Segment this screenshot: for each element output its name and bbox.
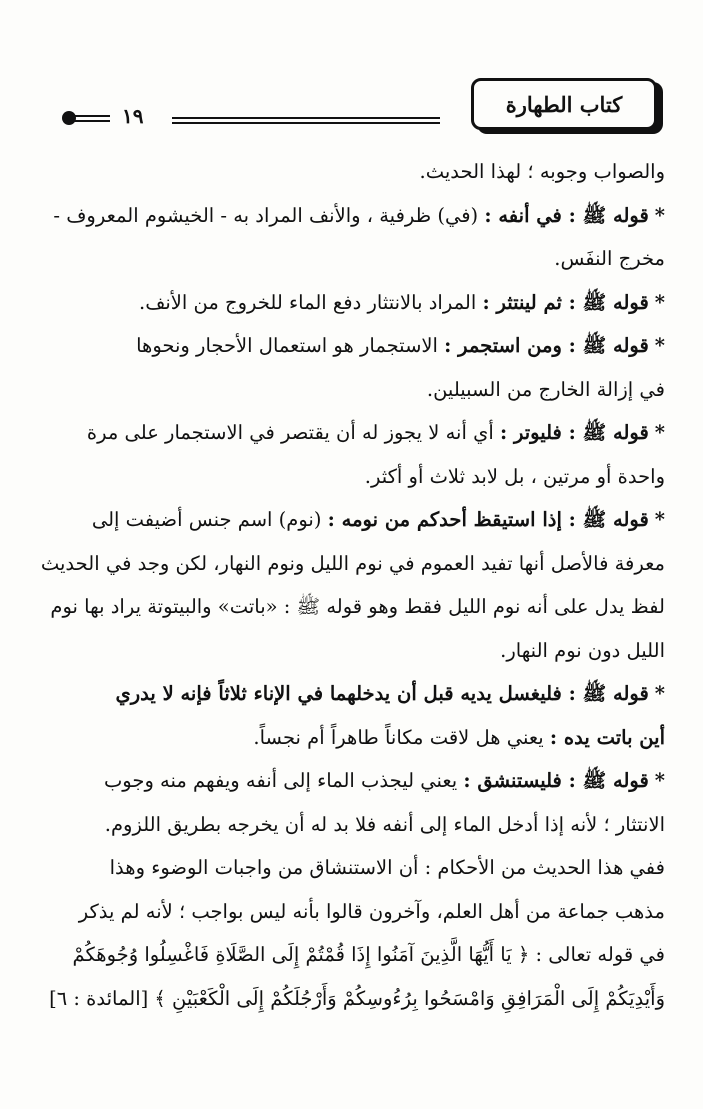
page-number: ١٩ — [122, 104, 144, 128]
text-line: *قوله ﷺ : فليغسل يديه قبل أن يدخلهما في الإناء ثلاثاً فإنه لا يدري — [115, 682, 665, 705]
text-line: *قوله ﷺ : إذا استيقظ أحدكم من نومه : (نوم) اسم جنس أضيفت إلى — [91, 508, 665, 531]
text-line: والصواب وجوبه ؛ لهذا الحديث. — [419, 160, 665, 183]
text-line: *قوله ﷺ : ومن استجمر : الاستجمار هو استعمال الأحجار ونحوها — [136, 334, 665, 357]
body-text — [40, 150, 665, 1020]
chapter-title-box — [471, 78, 657, 130]
chapter-title: كتاب الطهارة — [505, 91, 623, 117]
quran-verse-line: في قوله تعالى : ﴿ يَا أَيُّهَا الَّذِينَ آمَنُوا إِذَا قُمْتُمْ إِلَى الصَّلَاةِ فَاغْسِلُوا وُجُوهَكُمْ — [72, 943, 665, 966]
header-rule-short-secondary — [74, 120, 110, 122]
header-rule — [172, 117, 440, 119]
text-line: مذهب جماعة من أهل العلم، وآخرون قالوا بأنه ليس بواجب ؛ لأنه لم يذكر — [78, 899, 665, 923]
text-line: مخرج النفَس. — [554, 247, 665, 270]
quran-verse-line: وَأَيْدِيَكُمْ إِلَى الْمَرَافِقِ وَامْسَحُوا بِرُءُوسِكُمْ وَأَرْجُلَكُمْ إِلَى الْكَعْبَيْنِ ﴾ [المائدة : ٦] — [49, 986, 665, 1010]
text-line: لفظ يدل على أنه نوم الليل فقط وهو قوله ﷺ : «باتت» والبيتوتة يراد بها نوم — [50, 595, 665, 618]
page-header — [0, 70, 703, 140]
header-rule-short — [74, 115, 110, 117]
text-line: *قوله ﷺ : فليوتر : أي أنه لا يجوز له أن يقتصر في الاستجمار على مرة — [86, 421, 665, 444]
text-line: *قوله ﷺ : في أنفه : (في) ظرفية ، والأنف المراد به - الخيشوم المعروف - — [53, 203, 665, 227]
text-line: الليل دون نوم النهار. — [500, 638, 665, 662]
text-line: واحدة أو مرتين ، بل لابد ثلاث أو أكثر. — [364, 464, 665, 488]
header-ornament-dot — [62, 111, 76, 125]
text-line: الانتثار ؛ لأنه إذا أدخل الماء إلى أنفه فلا بد له أن يخرجه بطريق اللزوم. — [104, 812, 665, 836]
text-line: ففي هذا الحديث من الأحكام : أن الاستنشاق من واجبات الوضوء وهذا — [109, 856, 665, 879]
text-line: *قوله ﷺ : ثم لينتثر : المراد بالانتثار دفع الماء للخروج من الأنف. — [139, 290, 665, 314]
header-rule-secondary — [172, 122, 440, 124]
text-line: في إزالة الخارج من السبيلين. — [426, 377, 665, 401]
text-line: أين باتت يده : يعني هل لاقت مكاناً طاهراً أم نجساً. — [253, 725, 665, 749]
text-line: *قوله ﷺ : فليستنشق : يعني ليجذب الماء إلى أنفه ويفهم منه وجوب — [103, 769, 665, 792]
text-line: معرفة فالأصل أنها تفيد العموم في نوم الليل ونوم النهار، لكن وجد في الحديث — [40, 551, 665, 575]
